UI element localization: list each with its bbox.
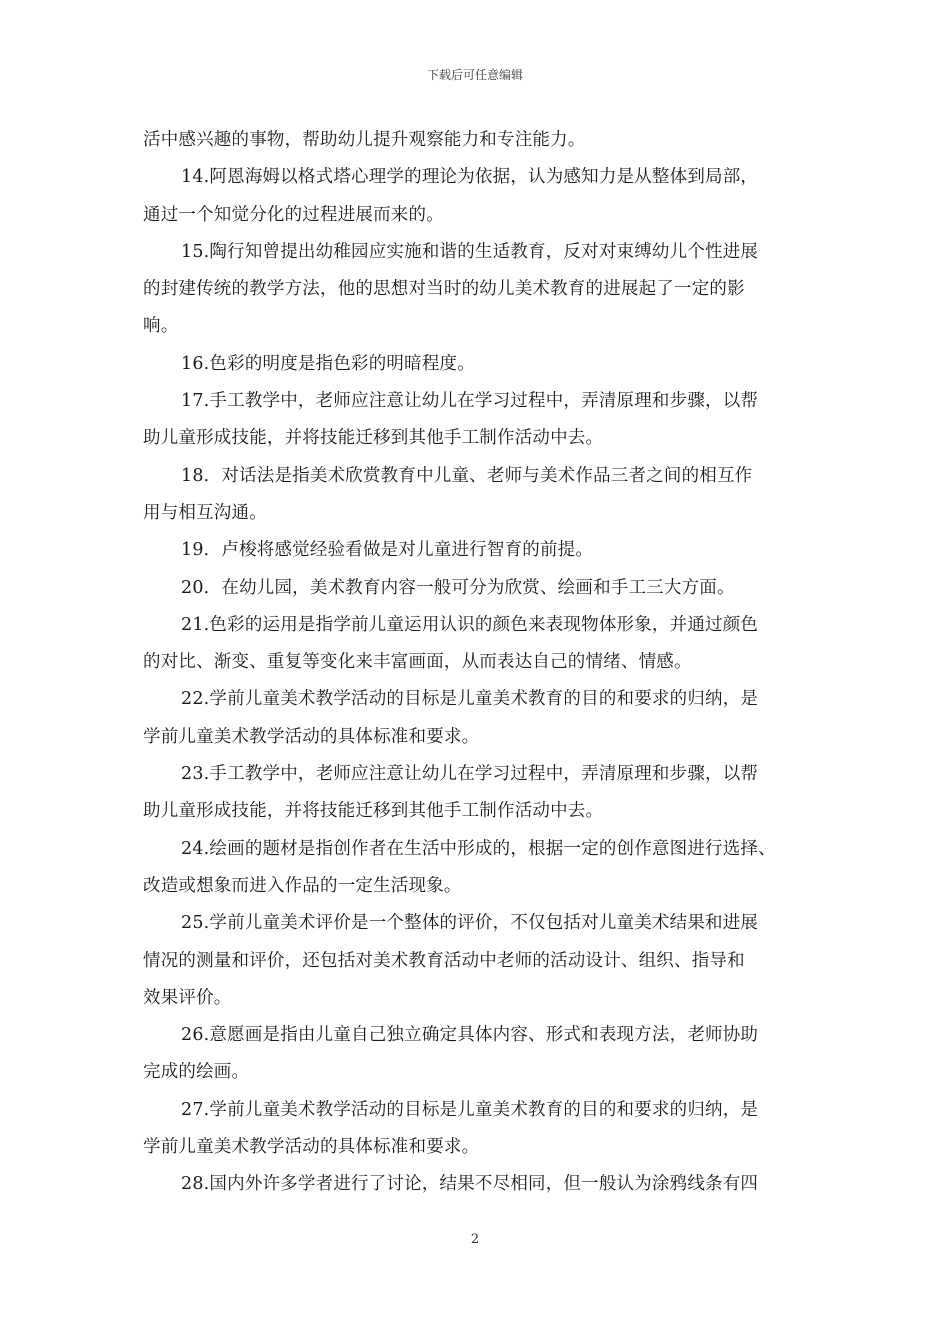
text-line: 通过一个知觉分化的过程进展而来的。 (143, 204, 444, 225)
text-line: 15.陶行知曾提出幼稚园应实施和谐的生适教育，反对对束缚幼儿个性进展 (181, 241, 759, 262)
text-line: 23.手工教学中，老师应注意让幼儿在学习过程中，弄清原理和步骤，以帮 (181, 764, 759, 785)
text-line: 改造或想象而进入作品的一定生活现象。 (143, 875, 462, 896)
page-header: 下载后可任意编辑 (426, 68, 523, 82)
text-line: 28.国内外许多学者进行了讨论，结果不尽相同，但一般认为涂鸦线条有四 (181, 1174, 759, 1195)
text-line: 情况的测量和评价，还包括对美术教育活动中老师的活动设计、组织、指导和 (143, 950, 745, 971)
text-line: 20．在幼儿园，美术教育内容一般可分为欣赏、绘画和手工三大方面。 (181, 577, 735, 598)
text-line: 用与相互沟通。 (143, 502, 267, 523)
text-line: 26.意愿画是指由儿童自己独立确定具体内容、形式和表现方法，老师协助 (181, 1025, 759, 1046)
text-line: 助儿童形成技能，并将技能迁移到其他手工制作活动中去。 (143, 428, 604, 449)
text-line: 19．卢梭将感觉经验看做是对儿童进行智育的前提。 (181, 540, 594, 561)
text-line: 响。 (143, 316, 179, 337)
text-line: 活中感兴趣的事物，帮助幼儿提升观察能力和专注能力。 (143, 130, 586, 150)
text-line: 助儿童形成技能，并将技能迁移到其他手工制作活动中去。 (143, 801, 604, 822)
text-line: 21.色彩的运用是指学前儿童运用认识的颜色来表现物体形象，并通过颜色 (181, 614, 759, 635)
text-line: 22.学前儿童美术教学活动的目标是儿童美术教育的目的和要求的归纳，是 (181, 689, 759, 710)
text-line: 学前儿童美术教学活动的具体标准和要求。 (143, 726, 480, 747)
text-line: 25.学前儿童美术评价是一个整体的评价，不仅包括对儿童美术结果和进展 (181, 913, 759, 934)
text-line: 17.手工教学中，老师应注意让幼儿在学习过程中，弄清原理和步骤，以帮 (181, 391, 759, 412)
text-line: 的对比、渐变、重复等变化来丰富画面，从而表达自己的情绪、情感。 (143, 652, 692, 673)
text-line: 16.色彩的明度是指色彩的明暗程度。 (181, 353, 475, 374)
text-line: 14.阿恩海姆以格式塔心理学的理论为依据，认为感知力是从整体到局部， (181, 167, 759, 188)
text-line: 24.绘画的题材是指创作者在生活中形成的，根据一定的创作意图进行选择、 (181, 838, 776, 859)
text-line: 学前儿童美术教学活动的具体标准和要求。 (143, 1137, 480, 1158)
text-line: 18．对话法是指美术欣赏教育中儿童、老师与美术作品三者之间的相互作 (181, 465, 753, 486)
text-line: 完成的绘画。 (143, 1062, 250, 1083)
document-body (143, 122, 808, 1204)
text-line: 27.学前儿童美术教学活动的目标是儿童美术教育的目的和要求的归纳，是 (181, 1099, 759, 1120)
page-number: 2 (470, 1232, 480, 1247)
text-line: 效果评价。 (143, 987, 232, 1008)
text-line: 的封建传统的教学方法，他的思想对当时的幼儿美术教育的进展起了一定的影 (143, 279, 745, 300)
